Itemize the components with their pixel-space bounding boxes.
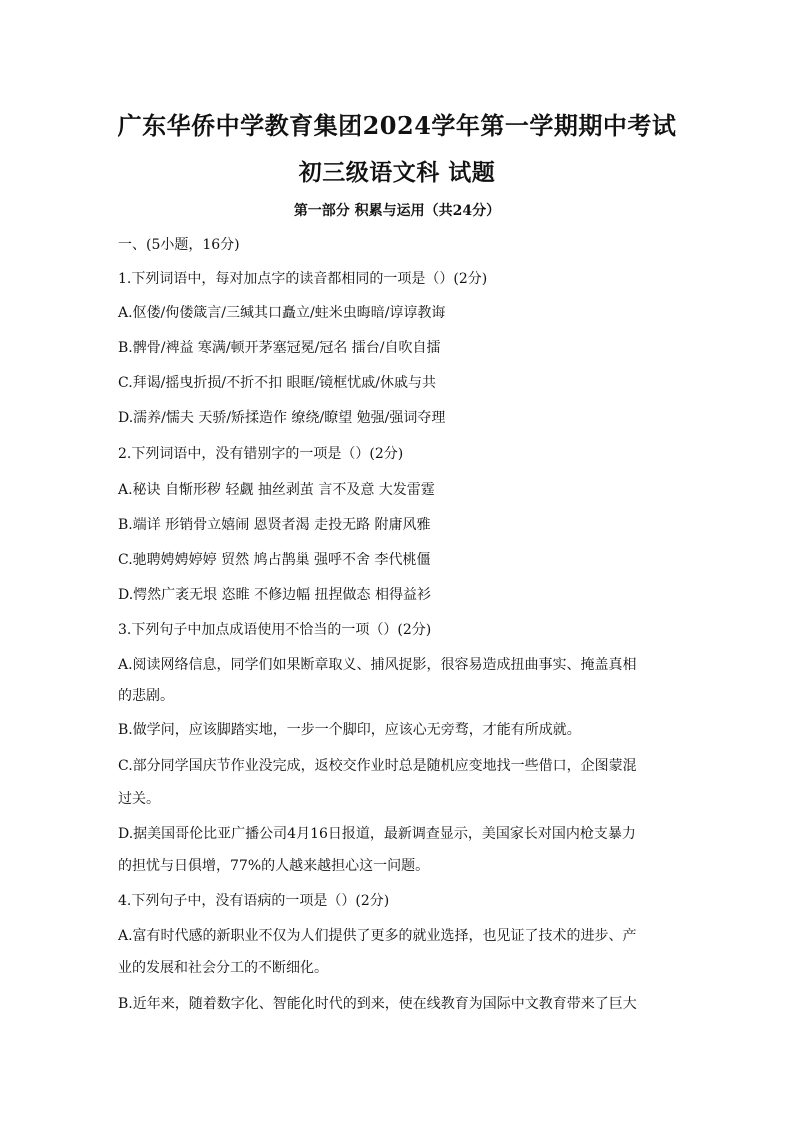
question-3-option-d-cont: 的担忧与日俱增，77%的人越来越担心这一问题。 [118, 858, 430, 874]
exam-title: 广东华侨中学教育集团2024学年第一学期期中考试 [117, 111, 677, 140]
section-heading: 一、(5小题，16分) [118, 237, 240, 253]
question-1-stem: 1.下列词语中，每对加点字的读音都相同的一项是（）(2分) [118, 271, 488, 287]
question-1-option-c: C.拜谒/摇曳折损/不折不扣 眼眶/镜框忧戚/休戚与共 [118, 375, 436, 391]
question-3-option-c: C.部分同学国庆节作业没完成，返校交作业时总是随机应变地找一些借口，企图蒙混 [118, 758, 637, 774]
question-3-option-a: A.阅读网络信息，同学们如果断章取义、捕风捉影，很容易造成扭曲事实、掩盖真相 [118, 657, 637, 673]
question-3-stem: 3.下列句子中加点成语使用不恰当的一项（）(2分) [118, 622, 432, 638]
question-1-option-b: B.髀骨/裨益 寒满/顿开茅塞冠冕/冠名 擂台/自吹自擂 [118, 340, 441, 356]
question-4-option-a: A.富有时代感的新职业不仅为人们提供了更多的就业选择，也见证了技术的进步、产 [118, 928, 637, 944]
question-4-option-a-cont: 业的发展和社会分工的不断细化。 [118, 960, 328, 976]
exam-subtitle: 初三级语文科 试题 [298, 159, 496, 186]
question-2-option-a: A.秘诀 自惭形秽 轻觑 抽丝剥茧 言不及意 大发雷霆 [118, 482, 435, 498]
question-3-option-b: B.做学问，应该脚踏实地，一步一个脚印，应该心无旁骛，才能有所成就。 [118, 722, 581, 738]
question-3-option-d: D.据美国哥伦比亚广播公司4月16日报道，最新调查显示，美国家长对国内枪支暴力 [118, 826, 636, 842]
question-3-option-c-cont: 过关。 [118, 791, 160, 807]
question-2-option-b: B.端详 形销骨立嬉闹 恩贤者渴 走投无路 附庸风雅 [118, 517, 431, 533]
question-1-option-d: D.濡养/懦夫 天骄/矫揉造作 缭绕/瞭望 勉强/强词夺理 [118, 410, 446, 426]
question-2-option-c: C.驰聘娉娉婷婷 贸然 鸠占鹊巢 强呼不舍 李代桃僵 [118, 552, 431, 568]
question-1-option-a: A.伛偻/佝偻箴言/三缄其口矗立/蛀米虫晦暗/谆谆教诲 [118, 305, 446, 321]
part-heading: 第一部分 积累与运用（共24分） [293, 203, 501, 219]
question-2-option-d: D.愕然广袤无垠 恣睢 不修边幅 扭捏做态 相得益衫 [118, 587, 431, 603]
question-4-option-b: B.近年来，随着数字化、智能化时代的到来，使在线教育为国际中文教育带来了巨大 [118, 996, 637, 1012]
question-3-option-a-cont: 的悲剧。 [118, 688, 174, 704]
question-4-stem: 4.下列句子中，没有语病的一项是（）(2分) [118, 893, 390, 909]
question-2-stem: 2.下列词语中，没有错别字的一项是（）(2分) [118, 446, 404, 462]
